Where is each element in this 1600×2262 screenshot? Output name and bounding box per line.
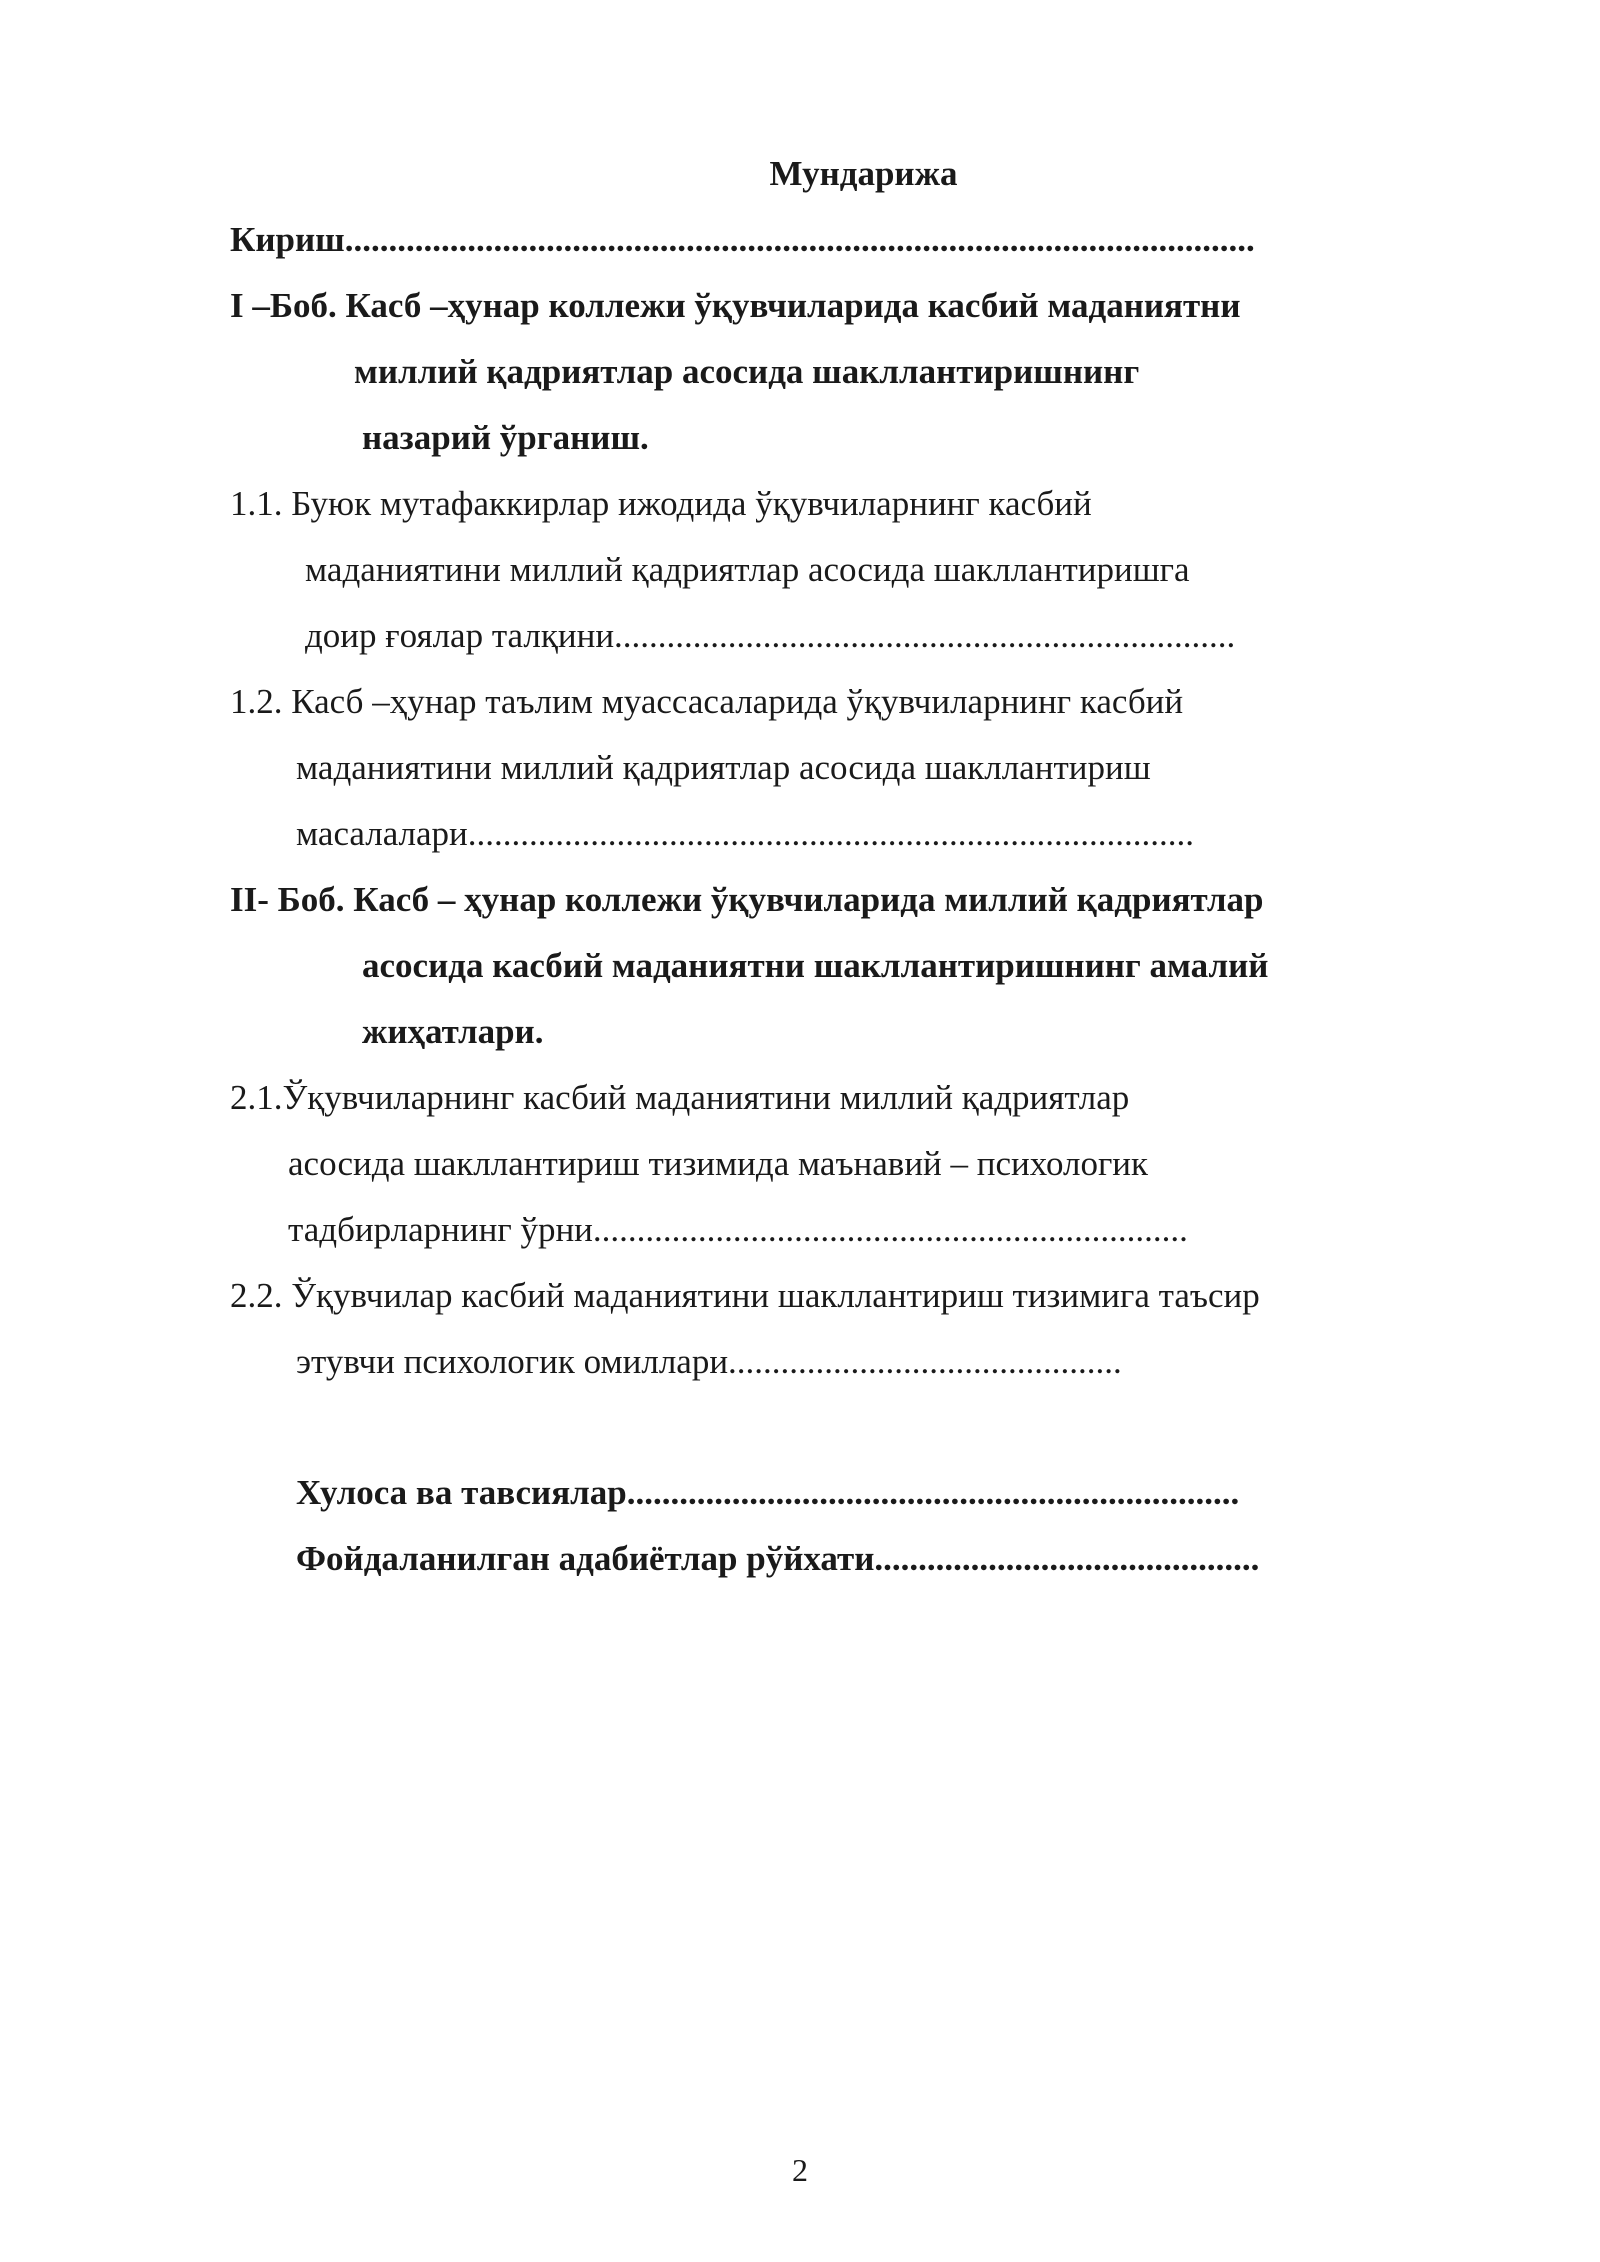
toc-entry-references: Фойдаланилган адабиётлар рўйхати............................................ [296,1539,1260,1578]
toc-entry-intro: Кириш........................................................................................................ [230,220,1255,259]
toc-section-1-1-line-1: 1.1. Буюк мутафаккирлар ижодида ўқувчиларнинг касбий [230,484,1092,523]
toc-chapter-1-line-1: I –Боб. Касб –ҳунар коллежи ўқувчиларида касбий маданиятни [230,286,1241,325]
toc-section-1-1-line-2: маданиятини миллий қадриятлар асосида шакллантиришга [305,550,1190,589]
toc-chapter-2-line-1: II- Боб. Касб – ҳунар коллежи ўқувчиларида миллий қадриятлар [230,880,1264,919]
toc-chapter-1-line-2: миллий қадриятлар асосида шакллантиришнинг [354,352,1140,391]
toc-section-2-1-line-3: тадбирларнинг ўрни.................................................................... [288,1210,1188,1249]
toc-section-1-2-line-2: маданиятини миллий қадриятлар асосида шакллантириш [296,748,1151,787]
toc-section-1-2-line-3: масалалари................................................................................... [296,814,1195,853]
page-number: 2 [792,2152,808,2188]
toc-chapter-2-line-2: асосида касбий маданиятни шакллантиришнинг амалий [362,946,1269,985]
toc-section-1-1-line-3: доир ғоялар талқини....................................................................... [305,616,1236,655]
toc-section-2-2-line-1: 2.2. Ўқувчилар касбий маданиятини шакллантириш тизимига таъсир [230,1276,1260,1315]
toc-section-1-2-line-1: 1.2. Касб –ҳунар таълим муассасаларида ўқувчиларнинг касбий [230,682,1184,721]
toc-entry-conclusion: Хулоса ва тавсиялар...................................................................... [296,1473,1240,1512]
toc-chapter-2-line-3: жиҳатлари. [362,1012,544,1051]
toc-title: Мундарижа [769,154,958,193]
toc-section-2-2-line-2: этувчи психологик омиллари............................................. [296,1342,1122,1381]
toc-chapter-1-line-3: назарий ўрганиш. [362,418,649,457]
toc-section-2-1-line-2: асосида шакллантириш тизимида маънавий – психологик [288,1144,1149,1183]
toc-section-2-1-line-1: 2.1.Ўқувчиларнинг касбий маданиятини миллий қадриятлар [230,1078,1130,1117]
